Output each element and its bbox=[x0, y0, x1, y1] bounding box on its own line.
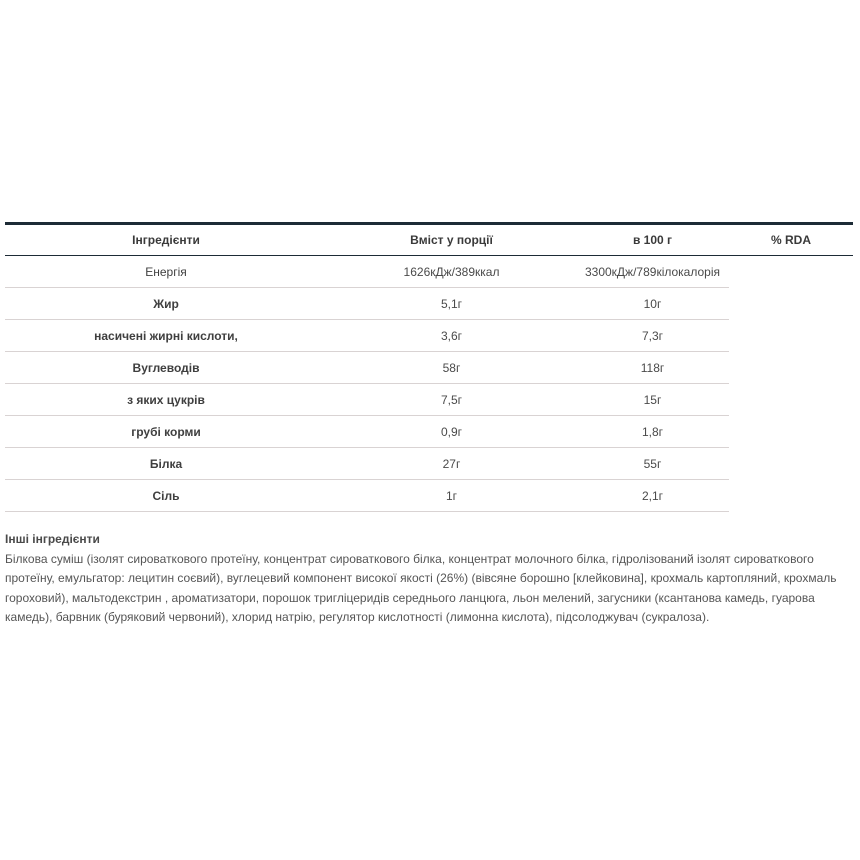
table-row bbox=[5, 384, 853, 416]
other-ingredients-title: Інші інгредієнти bbox=[5, 532, 100, 546]
row-per100-value: 15г bbox=[576, 384, 729, 416]
other-ingredients-text: Білкова суміш (ізолят сироваткового протеїну, концентрат сироваткового білка, концентрат молочного білка, гідролізований ізолят сироваткового протеїну, емульгатор: лецитин соєвий), вуглецевий компонент високої якості (26%) (вівсяне борошно [клейковина], крохмаль картопляний, крохмаль гороховий), мальтодекстрин , ароматизатори, порошок тригліцеридів середнього ланцюга, льон мелений, загусники (ксантанова камедь, гуарова камедь), барвник (буряковий червоний), хлорид натрію, регулятор кислотності (лимонна кислота), підсолоджувач (сукралоза). bbox=[5, 551, 837, 624]
row-name: Жир bbox=[5, 288, 327, 320]
row-per100-value: 55г bbox=[576, 448, 729, 480]
table-header-row bbox=[5, 224, 853, 256]
row-per100-value: 2,1г bbox=[576, 480, 729, 512]
row-name: Енергія bbox=[5, 256, 327, 288]
row-rda-value bbox=[729, 384, 853, 416]
table-row bbox=[5, 448, 853, 480]
table-row bbox=[5, 256, 853, 288]
row-per100-value: 7,3г bbox=[576, 320, 729, 352]
row-rda-value bbox=[729, 256, 853, 288]
row-name: грубі корми bbox=[5, 416, 327, 448]
header-ingredients: Інгредієнти bbox=[132, 233, 200, 247]
row-portion-value: 1626кДж/389ккал bbox=[327, 256, 576, 288]
table-row bbox=[5, 352, 853, 384]
row-rda-value bbox=[729, 320, 853, 352]
row-name: Вуглеводів bbox=[5, 352, 327, 384]
row-per100-value: 3300кДж/789кілокалорія bbox=[576, 256, 729, 288]
row-rda-value bbox=[729, 448, 853, 480]
row-portion-value: 0,9г bbox=[327, 416, 576, 448]
header-per-100g: в 100 г bbox=[632, 233, 673, 247]
row-per100-value: 10г bbox=[576, 288, 729, 320]
row-name: Сіль bbox=[5, 480, 327, 512]
header-rda: % RDA bbox=[770, 233, 811, 247]
row-portion-value: 5,1г bbox=[327, 288, 576, 320]
header-per-portion: Вміст у порції bbox=[410, 233, 493, 247]
table-row bbox=[5, 480, 853, 512]
row-portion-value: 3,6г bbox=[327, 320, 576, 352]
row-portion-value: 7,5г bbox=[327, 384, 576, 416]
row-name: Білка bbox=[5, 448, 327, 480]
row-rda-value bbox=[729, 288, 853, 320]
row-rda-value bbox=[729, 352, 853, 384]
row-per100-value: 1,8г bbox=[576, 416, 729, 448]
row-portion-value: 27г bbox=[327, 448, 576, 480]
other-ingredients-section bbox=[5, 530, 853, 628]
row-name: з яких цукрів bbox=[5, 384, 327, 416]
table-row bbox=[5, 288, 853, 320]
table-row bbox=[5, 416, 853, 448]
row-rda-value bbox=[729, 480, 853, 512]
row-portion-value: 1г bbox=[327, 480, 576, 512]
nutrition-table bbox=[5, 222, 853, 512]
row-per100-value: 118г bbox=[576, 352, 729, 384]
row-rda-value bbox=[729, 416, 853, 448]
table-row bbox=[5, 320, 853, 352]
row-portion-value: 58г bbox=[327, 352, 576, 384]
row-name: насичені жирні кислоти, bbox=[5, 320, 327, 352]
